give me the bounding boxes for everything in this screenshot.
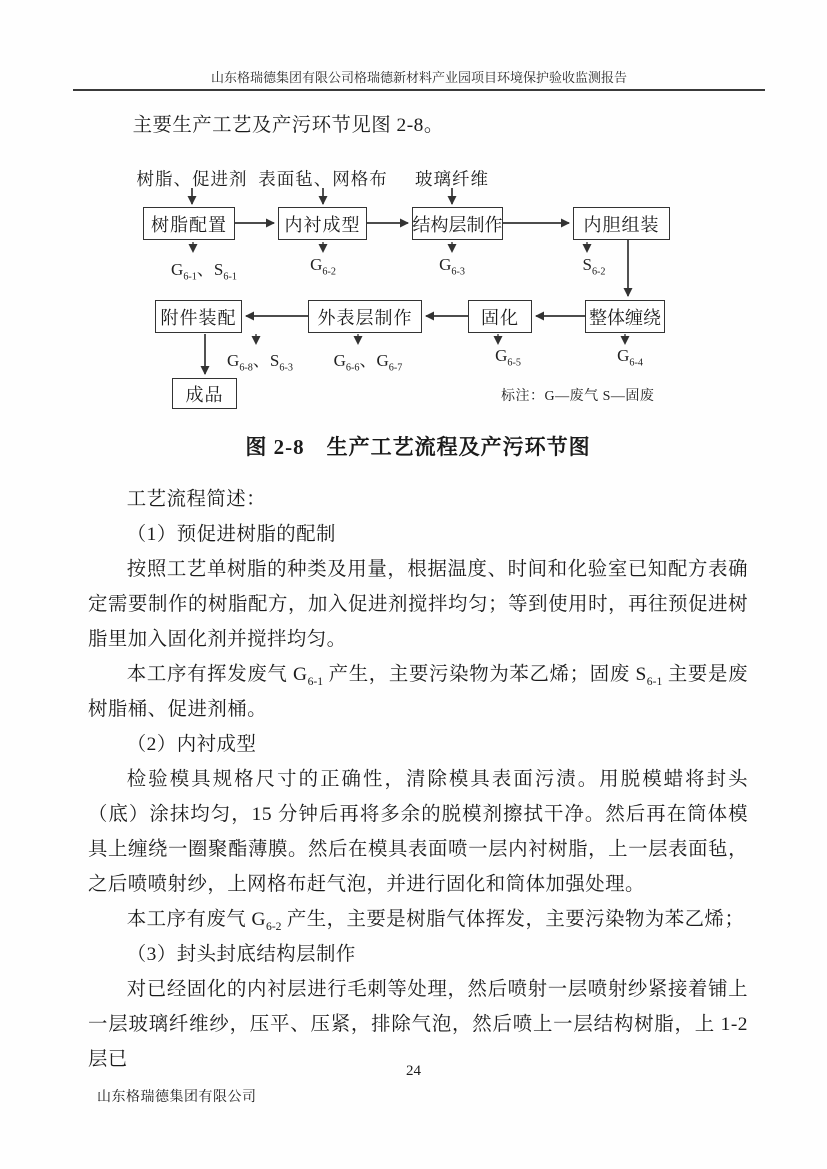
flow-input-glass-fiber: 玻璃纤维: [415, 169, 489, 189]
paragraph-step1-waste: 本工序有挥发废气 $G_{6-1}$ 产生，主要污染物为苯乙烯；固废 $S_{6-1}$ 主要是废树脂桶、促进剂桶。: [88, 664, 748, 720]
page-header: [73, 0, 765, 91]
paragraph-step2-text: 检验模具规格尺寸的正确性，清除模具表面污渍。用脱模蜡将封头（底）涂抹均匀，15 分钟后再将多余的脱模剂擦拭干净。然后再在筒体模具上缠绕一圈聚酯薄膜。然后在模具表面喷一层内衬树脂，上一层表面毡，之后喷喷射纱，上网格布赶气泡，并进行固化和筒体加强处理。: [88, 769, 748, 895]
waste-label-g6-6-g6-7: $G_{6-6}$、$G_{6-7}$: [333, 351, 403, 374]
flow-box-structural-layer: 结构层制作: [412, 207, 503, 240]
flow-input-surface-mat-mesh: 表面毡、网格布: [258, 169, 388, 189]
paragraph-process-summary-heading: 工艺流程简述：: [126, 489, 267, 510]
footer-company: 山东格瑞德集团有限公司: [97, 1090, 257, 1105]
waste-label-g6-3: $G_{6-3}$: [439, 255, 465, 278]
paragraph-step2-waste: 本工序有废气 $G_{6-2}$ 产生，主要是树脂气体挥发，主要污染物为苯乙烯；: [126, 909, 745, 933]
flow-box-overall-winding: 整体缠绕: [585, 300, 665, 333]
flow-input-resin-accelerator: 树脂、促进剂: [136, 169, 248, 189]
flow-box-liner-assembly: 内胆组装: [573, 207, 670, 240]
flow-box-finished-product: 成品: [172, 378, 237, 409]
flow-box-resin-preparation: 树脂配置: [143, 207, 235, 240]
report-title-header: 山东格瑞德集团有限公司格瑞德新材料产业园项目环境保护验收监测报告: [210, 70, 627, 85]
flow-box-accessory-assembly: 附件装配: [155, 300, 242, 333]
paragraph-step1-heading: （1）预促进树脂的配制: [126, 524, 336, 545]
process-flow-diagram: [0, 150, 827, 415]
waste-label-g6-5: $G_{6-5}$: [495, 346, 521, 369]
intro-paragraph: 主要生产工艺及产污环节见图 2-8。: [132, 115, 444, 136]
figure-caption: 图 2-8 生产工艺流程及产污环节图: [245, 435, 591, 459]
page-number: 24: [406, 1063, 421, 1079]
paragraph-step3-text: 对已经固化的内衬层进行毛刺等处理，然后喷射一层喷射纱紧接着铺上一层玻璃纤维纱，压平、压紧，排除气泡，然后喷上一层结构树脂，上 1-2 层已: [88, 979, 748, 1070]
waste-label-g6-2: $G_{6-2}$: [310, 255, 336, 278]
paragraph-step2-heading: （2）内衬成型: [126, 734, 257, 755]
paragraph-step3-heading: （3）封头封底结构层制作: [126, 944, 356, 965]
waste-label-g6-4: $G_{6-4}$: [617, 346, 643, 369]
body-text: [88, 482, 748, 1077]
waste-label-g6-1-s6-1: $G_{6-1}$、$S_{6-1}$: [171, 260, 237, 283]
flow-box-curing: 固化: [468, 300, 532, 333]
flow-box-outer-layer: 外表层制作: [308, 300, 422, 333]
legend-note: 标注：G—废气 S—固废: [501, 389, 655, 404]
paragraph-step1-text: 按照工艺单树脂的种类及用量，根据温度、时间和化验室已知配方表确定需要制作的树脂配方，加入促进剂搅拌均匀；等到使用时，再往预促进树脂里加入固化剂并搅拌均匀。: [88, 559, 748, 650]
waste-label-g6-8-s6-3: $G_{6-8}$、$S_{6-3}$: [227, 351, 293, 374]
waste-label-s6-2: $S_{6-2}$: [582, 255, 606, 278]
flow-box-liner-forming: 内衬成型: [278, 207, 367, 240]
